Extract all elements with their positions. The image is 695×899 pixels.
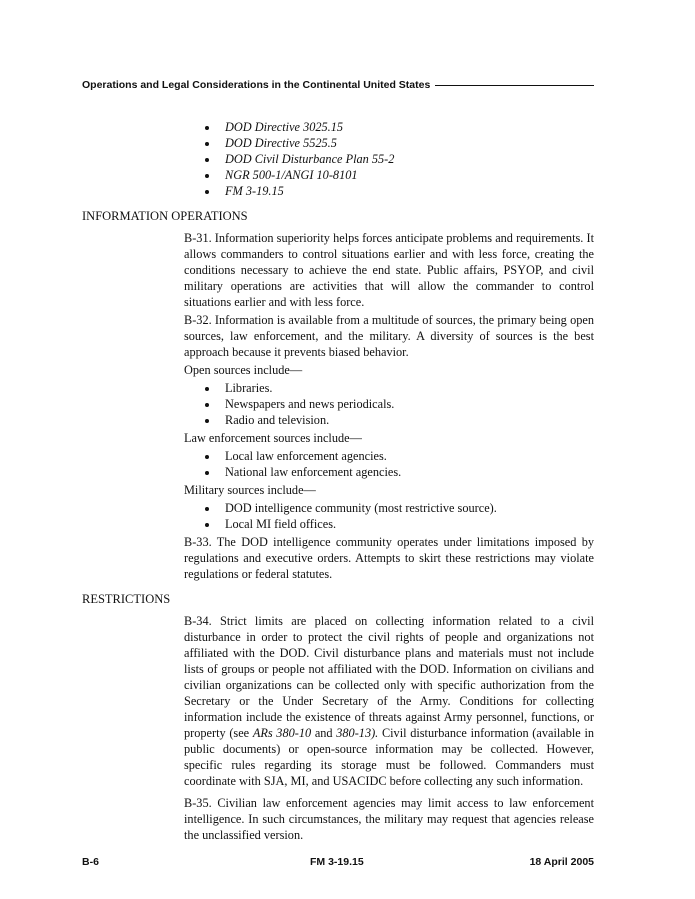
header-rule — [435, 85, 594, 86]
military-sources-list — [205, 500, 585, 532]
reference-list — [205, 119, 585, 199]
bullet-icon — [205, 507, 209, 511]
paragraph-b35: B-35. Civilian law enforcement agencies may limit access to law enforcement intelligence. In such circumstances, the military may request that agencies release the unclassified version. — [184, 796, 594, 842]
bullet-icon — [205, 403, 209, 407]
list-item: National law enforcement agencies. — [205, 464, 585, 480]
list-item: Local MI field offices. — [205, 516, 585, 532]
reference-ar-380-13: 380-13). — [336, 726, 379, 740]
list-item: DOD intelligence community (most restrictive source). — [205, 500, 585, 516]
list-item: DOD Civil Disturbance Plan 55-2 — [205, 151, 585, 167]
bullet-icon — [205, 387, 209, 391]
bullet-icon — [205, 158, 209, 162]
bullet-icon — [205, 455, 209, 459]
military-sources-intro: Military sources include— — [184, 483, 316, 497]
page-body — [82, 119, 594, 845]
list-item: Local law enforcement agencies. — [205, 448, 585, 464]
bullet-icon — [205, 174, 209, 178]
paragraph-b34: B-34. Strict limits are placed on collecting information related to a civil disturbance in order to protect the civil rights of people and organizations not affiliated with the DOD. Civil disturbance plans and materials must not include lists of groups or people not affiliated with the DOD. Information on civilians and civilian organizations can be collected only with specific authorization from the Secretary or the Under Secretary of the Army. Conditions for collecting information include the existence of threats against Army personnel, functions, or property (see ARs 380-10 and 380-13). Civil disturbance information (available in public documents) or open-source information may be collected. However, specific rules regarding its storage must be followed. Commanders must coordinate with SJA, MI, and USACIDC before collecting any such information. — [184, 614, 595, 788]
bullet-icon — [205, 419, 209, 423]
bullet-icon — [205, 126, 209, 130]
bullet-icon — [205, 142, 209, 146]
bullet-icon — [205, 471, 209, 475]
list-item: DOD Directive 5525.5 — [205, 135, 585, 151]
list-item: Libraries. — [205, 380, 585, 396]
footer-page-number: B-6 — [82, 856, 99, 868]
bullet-icon — [205, 190, 209, 194]
open-sources-intro: Open sources include— — [184, 363, 303, 377]
paragraph-b33: B-33. The DOD intelligence community operates under limitations imposed by regulations and executive orders. Attempts to skirt these restrictions may violate regulations or federal statutes. — [184, 535, 594, 581]
law-sources-list — [205, 448, 585, 480]
list-item: FM 3-19.15 — [205, 183, 585, 199]
paragraph-b32: B-32. Information is available from a multitude of sources, the primary being open sources, law enforcement, and the military. A diversity of sources is the best approach because it prevents biased behavior. — [184, 313, 594, 359]
list-item: NGR 500-1/ANGI 10-8101 — [205, 167, 585, 183]
running-header — [82, 79, 594, 91]
section-heading-restrictions: RESTRICTIONS — [82, 592, 171, 606]
list-item: Radio and television. — [205, 412, 585, 428]
reference-ar-380-10: ARs 380-10 — [252, 726, 312, 740]
law-sources-intro: Law enforcement sources include— — [184, 431, 362, 445]
paragraph-b31: B-31. Information superiority helps forces anticipate problems and requirements. It allows commanders to control situations earlier and with less force, creating the conditions necessary to achieve the end state. Public affairs, PSYOP, and civil military operations are activities that will allow the commander to control situations earlier and with less force. — [184, 231, 594, 309]
section-heading-information-operations: INFORMATION OPERATIONS — [82, 209, 248, 223]
header-title: Operations and Legal Considerations in the Continental United States — [82, 79, 431, 91]
list-item: DOD Directive 3025.15 — [205, 119, 585, 135]
footer-date: 18 April 2005 — [529, 856, 594, 868]
bullet-icon — [205, 523, 209, 527]
open-sources-list — [205, 380, 585, 428]
footer-manual: FM 3-19.15 — [310, 856, 364, 868]
list-item: Newspapers and news periodicals. — [205, 396, 585, 412]
